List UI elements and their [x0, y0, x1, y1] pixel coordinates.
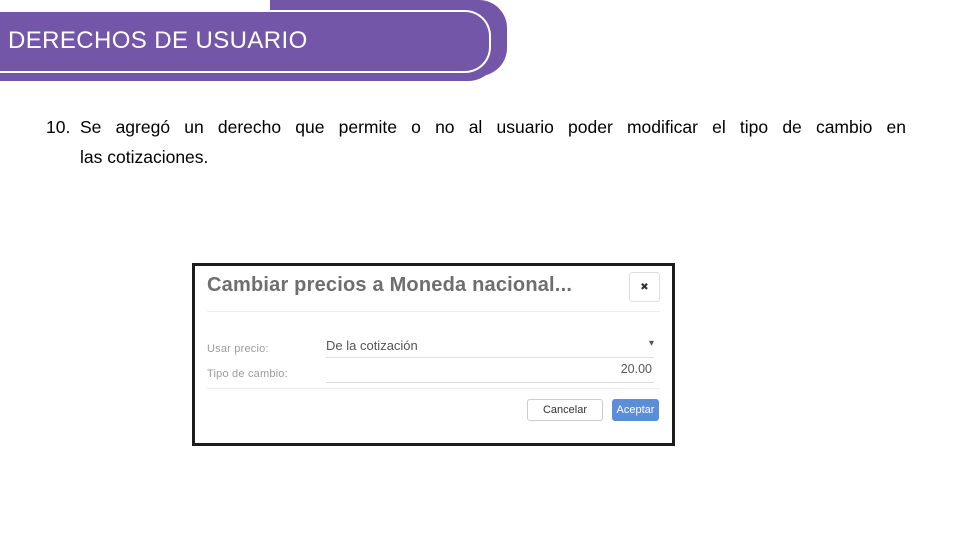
usar-precio-label: Usar precio: — [207, 343, 269, 355]
title-banner — [0, 0, 520, 90]
body-line-2: las cotizaciones. — [80, 147, 209, 167]
usar-precio-select[interactable]: De la cotización — [326, 338, 418, 353]
accept-button[interactable]: Aceptar — [612, 399, 659, 421]
dialog-title: Cambiar precios a Moneda nacional... — [207, 274, 573, 296]
body-paragraph — [46, 112, 906, 172]
list-number: 10. — [46, 117, 71, 137]
change-prices-dialog — [192, 263, 675, 446]
dropdown-caret-icon[interactable]: ▾ — [648, 338, 654, 349]
footer-separator — [207, 388, 660, 389]
close-button[interactable] — [629, 272, 660, 302]
close-icon: ✖ — [640, 281, 649, 293]
usar-precio-underline — [326, 357, 654, 358]
cancel-button[interactable]: Cancelar — [527, 399, 603, 421]
body-lines — [80, 112, 906, 172]
tipo-cambio-underline — [326, 382, 654, 383]
title-separator — [207, 311, 660, 312]
slide-title: DERECHOS DE USUARIO — [8, 27, 308, 54]
tipo-cambio-label: Tipo de cambio: — [207, 368, 288, 380]
tipo-cambio-input[interactable]: 20.00 — [620, 362, 652, 376]
banner-front-shape — [0, 10, 491, 73]
body-line-1: Se agregó un derecho que permite o no al usuario poder modificar el tipo de cambio en — [80, 117, 906, 137]
